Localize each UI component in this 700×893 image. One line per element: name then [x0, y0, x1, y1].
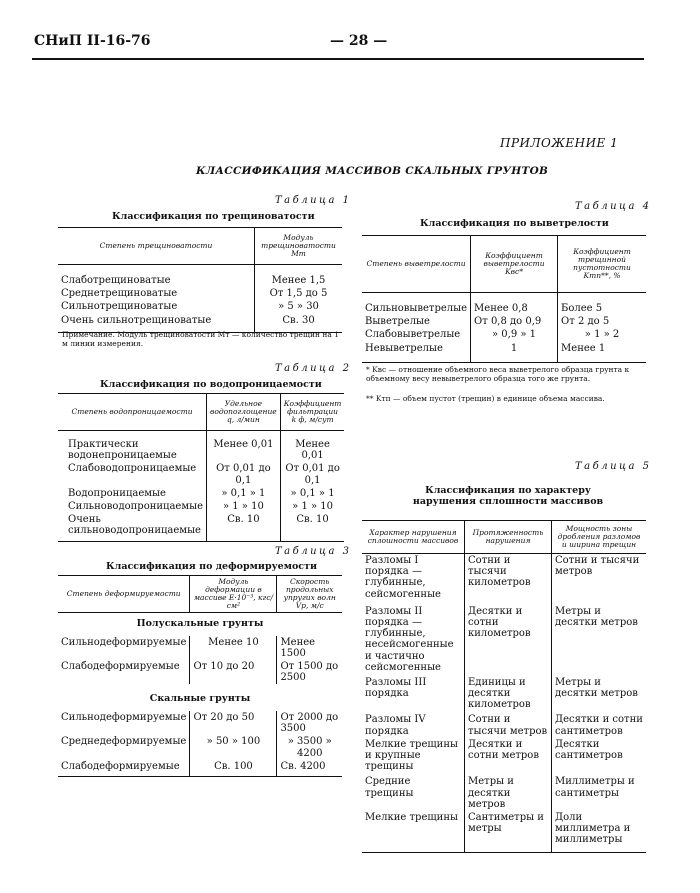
table3-header-modulus: Модуль деформации в массиве Е·10⁻³, кгс/см²	[190, 576, 277, 613]
table4-row-3-col-2: » 0,9 » 1	[471, 328, 558, 341]
table1-row-4-col-2: Св. 30	[255, 314, 343, 333]
table3-g2-row-3-col-1: Слабодеформируемые	[61, 760, 180, 772]
table4-row-2-col-1: Выветрелые	[365, 316, 430, 328]
table3-g2-row-3-col-3: Св. 4200	[277, 760, 342, 777]
table5-row-6-col-2: Метры и десятки метров	[465, 773, 552, 811]
table2-header-filtration: Коэффициент фильтрации k ф, м/сут	[280, 394, 344, 431]
table2-label: Таблица 2	[275, 363, 352, 374]
table3-group-rock: Скальные грунты	[149, 693, 251, 705]
table3-label: Таблица 3	[275, 546, 352, 557]
table3-g1-row-1-col-1: Сильнодеформируемые	[61, 636, 187, 648]
table5-row-7-col-3: Доли миллиметра и миллиметры	[552, 811, 647, 852]
table4-note-2: ** Kтп — объем пустот (трещин) в единице объема массива.	[366, 394, 605, 403]
table4-label: Таблица 4	[575, 201, 652, 212]
table4-row-1-col-3: Более 5	[558, 293, 646, 316]
table4-header-voids: Коэффициент трещинной пустотности Kтп**, %	[558, 236, 646, 293]
table5-row-7-col-2: Сантиметры и метры	[465, 811, 552, 852]
table5-row-3-col-1: Разломы III порядка	[365, 676, 427, 700]
table5-row-7-col-1: Мелкие трещины	[365, 811, 458, 823]
table1-row-4-col-1: Очень сильнотрещиноватые	[61, 314, 212, 326]
table1-row-2-col-2: От 1,5 до 5	[255, 287, 343, 300]
table5-row-4-col-2: Сотни и тысячи метров	[465, 711, 552, 737]
table5-header-type: Характер нарушения сплошности массивов	[367, 527, 459, 545]
table1-row-3-col-2: » 5 » 30	[255, 300, 343, 313]
table2-header-absorption: Удельное водопоглощение q, л/мин	[207, 394, 281, 431]
table5-row-4-col-1: Разломы IV порядка	[365, 714, 426, 737]
table1-row-1-col-2: Менее 1,5	[255, 265, 343, 288]
table4-row-4-col-2: 1	[471, 342, 558, 363]
table2-row-2-col-3: От 0,01 до 0,1	[280, 462, 344, 486]
table2-row-5-col-3: Св. 10	[280, 513, 344, 541]
table2-row-5-col-1: Очень сильноводопроницаемые	[68, 514, 201, 537]
table1-header-modulus: Модуль трещиноватости Мт	[255, 228, 343, 265]
table5-row-5-col-3: Десятки сантиметров	[552, 738, 647, 774]
table5-header-extent: Протяженность нарушения	[465, 521, 552, 554]
table5-row-1-col-3: Сотни и тысячи метров	[552, 554, 647, 601]
table3-g1-row-1-col-2: Менее 10	[190, 636, 277, 660]
table5	[362, 520, 646, 853]
table3-g2-row-1-col-1: Сильнодеформируемые	[61, 712, 187, 723]
table5-row-3-col-2: Единицы и десятки километров	[465, 674, 552, 712]
table5-row-2-col-3: Метры и десятки метров	[552, 601, 647, 674]
table2-row-1-col-2: Менее 0,01	[207, 431, 281, 463]
table2	[58, 393, 344, 542]
table5-header-thickness: Мощность зоны дробления разломов и ширина трещин	[552, 521, 647, 554]
table5-title: Классификация по характеру нарушения сплошности массивов	[412, 485, 604, 507]
table4-row-2-col-3: От 2 до 5	[558, 315, 646, 328]
table2-title: Классификация по водопроницаемости	[100, 379, 322, 390]
table3-g1-row-2-col-3: От 1500 до 2500	[277, 660, 342, 684]
table5-row-5-col-1: Мелкие трещины и крупные трещины	[365, 738, 458, 773]
table4-row-1-col-2: Менее 0,8	[471, 293, 558, 316]
table1-title: Классификация по трещиноватости	[112, 211, 315, 222]
document-code: СНиП II-16-76	[34, 33, 151, 49]
table4-header-weathering: Коэффициент выветрелости Kвс*	[471, 236, 558, 293]
table4-row-4-col-1: Невыветрелые	[365, 342, 443, 354]
table3-g1-row-2-col-1: Слабодеформируемые	[61, 661, 180, 672]
page-number: — 28 —	[330, 33, 388, 49]
table2-row-1-col-3: Менее 0,01	[280, 431, 344, 463]
table2-row-3-col-1: Водопроницаемые	[68, 487, 166, 499]
table5-row-6-col-1: Средние трещины	[365, 776, 414, 799]
table3-g2-row-2-col-1: Среднедеформируемые	[61, 736, 187, 748]
table2-row-4-col-2: » 1 » 10	[207, 500, 281, 513]
table5-row-2-col-2: Десятки и сотни километров	[465, 601, 552, 674]
table5-row-1-col-1: Разломы I порядка — глубинные, сейсмогенные	[365, 555, 441, 600]
table3-g2-row-3-col-2: Св. 100	[190, 760, 277, 777]
table4-title: Классификация по выветрелости	[420, 218, 609, 229]
table3-title: Классификация по деформируемости	[106, 561, 318, 572]
table5-row-5-col-2: Десятки и сотни метров	[465, 738, 552, 774]
table1	[58, 227, 342, 333]
table2-row-1-col-1: Практически водонепроницаемые	[68, 439, 177, 462]
table3	[58, 575, 342, 777]
table3-g2-row-2-col-3: » 3500 » 4200	[277, 735, 342, 759]
appendix-label: ПРИЛОЖЕНИЕ 1	[500, 136, 619, 150]
table2-row-2-col-2: От 0,01 до 0,1	[207, 462, 281, 486]
table1-label: Таблица 1	[275, 195, 352, 206]
table4-row-3-col-1: Слабовыветрелые	[365, 329, 461, 341]
table2-header-degree: Степень водопроницаемости	[71, 406, 193, 416]
table1-note: Примечание. Модуль трещиноватости Мт — количество трещин на 1 м линии измерения.	[62, 330, 339, 349]
table3-group-semirock: Полускальные грунты	[136, 618, 264, 629]
table4	[362, 235, 646, 363]
table1-header-degree: Степень трещиноватости	[99, 240, 213, 250]
table2-row-3-col-3: » 0,1 » 1	[280, 487, 344, 500]
table2-row-4-col-3: » 1 » 10	[280, 500, 344, 513]
table4-row-4-col-3: Менее 1	[558, 342, 646, 363]
table4-header-degree: Степень выветрелости	[366, 258, 466, 268]
header-rule	[32, 58, 644, 60]
table3-g2-row-1-col-2: От 20 до 50	[190, 711, 277, 735]
table1-row-3-col-1: Сильнотрещиноватые	[61, 301, 178, 313]
table4-row-2-col-2: От 0,8 до 0,9	[471, 315, 558, 328]
main-title: КЛАССИФИКАЦИЯ МАССИВОВ СКАЛЬНЫХ ГРУНТОВ	[196, 165, 549, 177]
table3-g1-row-1-col-3: Менее 1500	[277, 636, 342, 660]
table2-row-3-col-2: » 0,1 » 1	[207, 487, 281, 500]
table5-row-1-col-2: Сотни и тысячи километров	[465, 554, 552, 601]
table1-row-2-col-1: Среднетрещиноватые	[61, 288, 178, 300]
table2-row-2-col-1: Слабоводопроницаемые	[68, 463, 197, 475]
table3-g2-row-1-col-3: От 2000 до 3500	[277, 711, 342, 735]
table1-row-1-col-1: Слаботрещиноватые	[61, 275, 171, 286]
table5-row-3-col-3: Метры и десятки метров	[552, 674, 647, 712]
table5-row-2-col-1: Разломы II порядка — глубинные, несейсмогенные и частично сейсмогенные	[365, 605, 454, 673]
table5-row-4-col-3: Десятки и сотни сантиметров	[552, 711, 647, 737]
table4-row-3-col-3: » 1 » 2	[558, 328, 646, 341]
table5-label: Таблица 5	[575, 461, 652, 472]
table3-g1-row-2-col-2: От 10 до 20	[190, 660, 277, 684]
table2-row-5-col-2: Св. 10	[207, 513, 281, 541]
table4-row-1-col-1: Сильновыветрелые	[365, 303, 468, 314]
table3-g2-row-2-col-2: » 50 » 100	[190, 735, 277, 759]
table3-header-degree: Степень деформируемости	[66, 588, 181, 598]
table5-row-6-col-3: Миллиметры и сантиметры	[552, 773, 647, 811]
table2-row-4-col-1: Сильноводопроницаемые	[68, 500, 204, 512]
table4-note-1: * Kвс — отношение объемного веса выветрелого образца грунта к объемному весу невыветрелого образца того же грунта.	[366, 365, 630, 384]
table3-header-velocity: Скорость продольных упругих волн Vр, м/с	[277, 576, 342, 613]
